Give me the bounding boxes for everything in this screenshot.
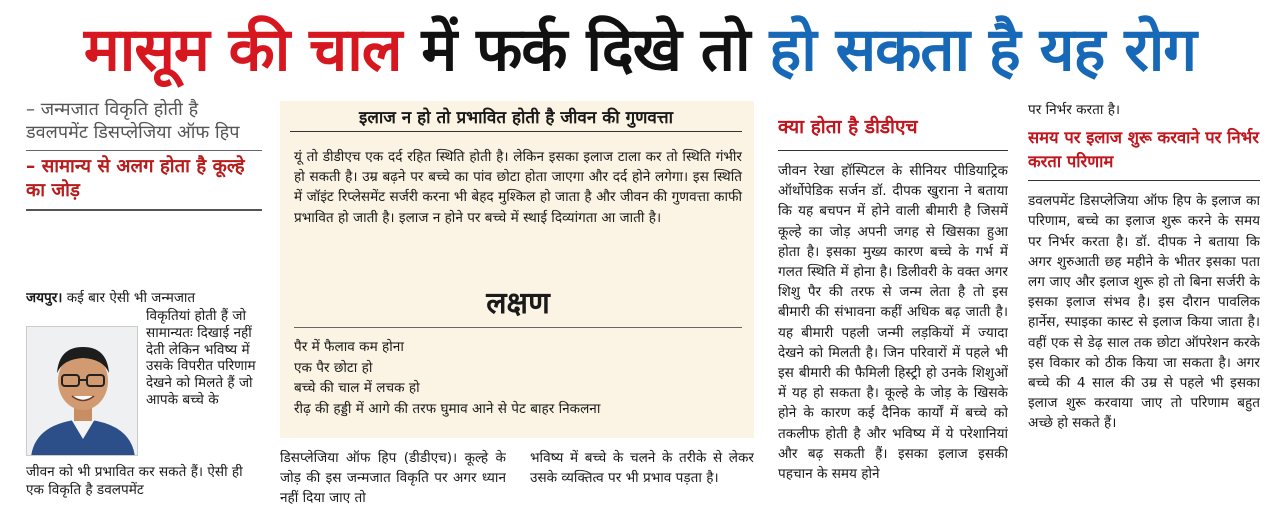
what-is-ddh-rule [778,150,1008,151]
headline-part-black: में फर्क दिखे तो [421,15,750,85]
continued-text: पर निर्भर करता है। [1028,102,1121,118]
dateline: जयपुर। [26,290,63,306]
headline-part-blue: हो सकता है यह रोग [769,15,1197,85]
lead-text: कई बार ऐसी भी जन्मजात [66,290,196,306]
quality-of-life-box [280,101,754,438]
symptom-item: बच्चे की चाल में लचक हो [294,380,420,396]
doctor-portrait-icon [27,327,138,456]
kicker-hip-joint: – सामान्य से अलग होता है कूल्हे का जोड़ [26,156,245,201]
wrapped-text: विकृतियां होती हैं जो सामान्यतः दिखाई नहीं देती लेकिन भविष्य में उसके विपरीत परिणाम देखने को मिलते हैं जो आपके बच्चे के [146,308,256,408]
doctor-photo [26,326,138,456]
symptoms-list [294,337,742,419]
treatment-timing-column [1028,100,1260,508]
what-is-ddh-text: जीवन रेखा हॉस्पिटल के सीनियर पीडियाट्रिक ऑर्थोपेडिक सर्जन डॉ. दीपक खुराना ने बताया कि यह बचपन में होने वाली बीमारी है जिसमें कूल्हे का जोड़ अपनी जगह से खिसका हुआ होता है। इसका मुख्य कारण बच्चे के गर्भ में गलत स्थिति में होना है। डिलीवरी के वक्त अगर शिशु पैर की तरफ से जन्म लेता है तो इस बीमारी की संभावना कहीं अधिक बढ़ जाती है। यह बीमारी पहली जन्मी लड़कियों में ज्यादा देखने को मिलती है। जिन परिवारों में पहले भी इस बीमारी की फैमिली हिस्ट्री हो उनके शिशुओं में यह हो सकता है। कूल्हे के जोड़ के खिसके होने के कारण कई दैनिक कार्यों में बच्चे को तकलीफ होती है और भविष्य में ये परेशानियां और बढ़ सकती हैं। इसका इलाज इसकी पहचान के समय होने [778,163,1008,483]
symptom-item: रीढ़ की हड्डी में आगे की तरफ घुमाव आने से पेट बाहर निकलना [294,400,601,417]
what-is-ddh-heading: क्या होता है डीडीएच [778,116,918,138]
what-is-ddh-column [778,114,1008,508]
column-2-bottom-text: डिसप्लेजिया ऑफ हिप (डीडीएच)। कूल्हे के जोड़ की इस जन्मजात विकृति पर अगर ध्यान नहीं दिया जाए तो [280,450,506,507]
lead-paragraph [26,290,262,307]
symptom-item: पैर में फैलाव कम होना [294,339,404,355]
symptoms-rule [294,327,742,328]
kicker-congenital: – जन्मजात विकृति होती है डवलपमेंट डिसप्लेजिया ऑफ हिप [26,99,240,143]
kicker-divider [26,150,262,151]
symptom-item: एक पैर छोटा हो [294,359,373,376]
treatment-timing-heading: समय पर इलाज शुरू करवाने पर निर्भर करता परिणाम [1028,128,1259,172]
box-title: इलाज न हो तो प्रभावित होती है जीवन की गुणवत्ता [290,105,742,132]
text-below-photo: जीवन को भी प्रभावित कर सकते हैं। ऐसी ही एक विकृति है डवलपमेंट [26,464,243,498]
column-3-bottom-text: भविष्य में बच्चे के चलने के तरीके से लेकर उसके व्यक्तित्व पर भी प्रभाव पड़ता है। [530,450,754,487]
box-paragraph: यूं तो डीडीएच एक दर्द रहित स्थिति होती है। लेकिन इसका इलाज टाला कर तो स्थिति गंभीर हो सकती है। उम्र बढ़ने पर बच्चे का पांव छोटा होता जाएगा और दर्द होने लगेगा। इस स्थिति में जॉइंट रिप्लेसमेंट सर्जरी करना भी बेहद मुश्किल हो जाता है और जीवन की गुणवत्ता काफी प्रभावित हो जाती है। इलाज न होने पर बच्चे में स्थाई दिव्यांगता आ जाती है। [294,149,742,226]
kicker-bottom-rule [26,209,262,211]
symptoms-heading: लक्षण [486,286,550,321]
headline-part-red: मासूम की चाल [83,15,402,85]
headline [0,6,1280,94]
treatment-timing-text: डवलपमेंट डिसप्लेजिया ऑफ हिप के इलाज का परिणाम, बच्चे का इलाज शुरू करने के समय पर निर्भर करता है। डॉ. दीपक ने बताया कि अगर शुरुआती छह महीने के भीतर इसका पता लग जाए और इलाज शुरू हो तो बिना सर्जरी के इसका इलाज संभव है। इस दौरान पावलिक हार्नेस, स्पाइका कास्ट से इलाज किया जाता है। वहीं एक से डेढ़ साल तक छोटा ऑपरेशन करके इस विकार को ठीक किया जा सकता है। अगर बच्चे की 4 साल की उम्र से पहले भी इसका इलाज शुरू करवाया जाए तो परिणाम बहुत अच्छे हो सकते हैं। [1028,193,1260,432]
left-column [26,98,262,508]
treatment-timing-rule [1028,180,1260,181]
